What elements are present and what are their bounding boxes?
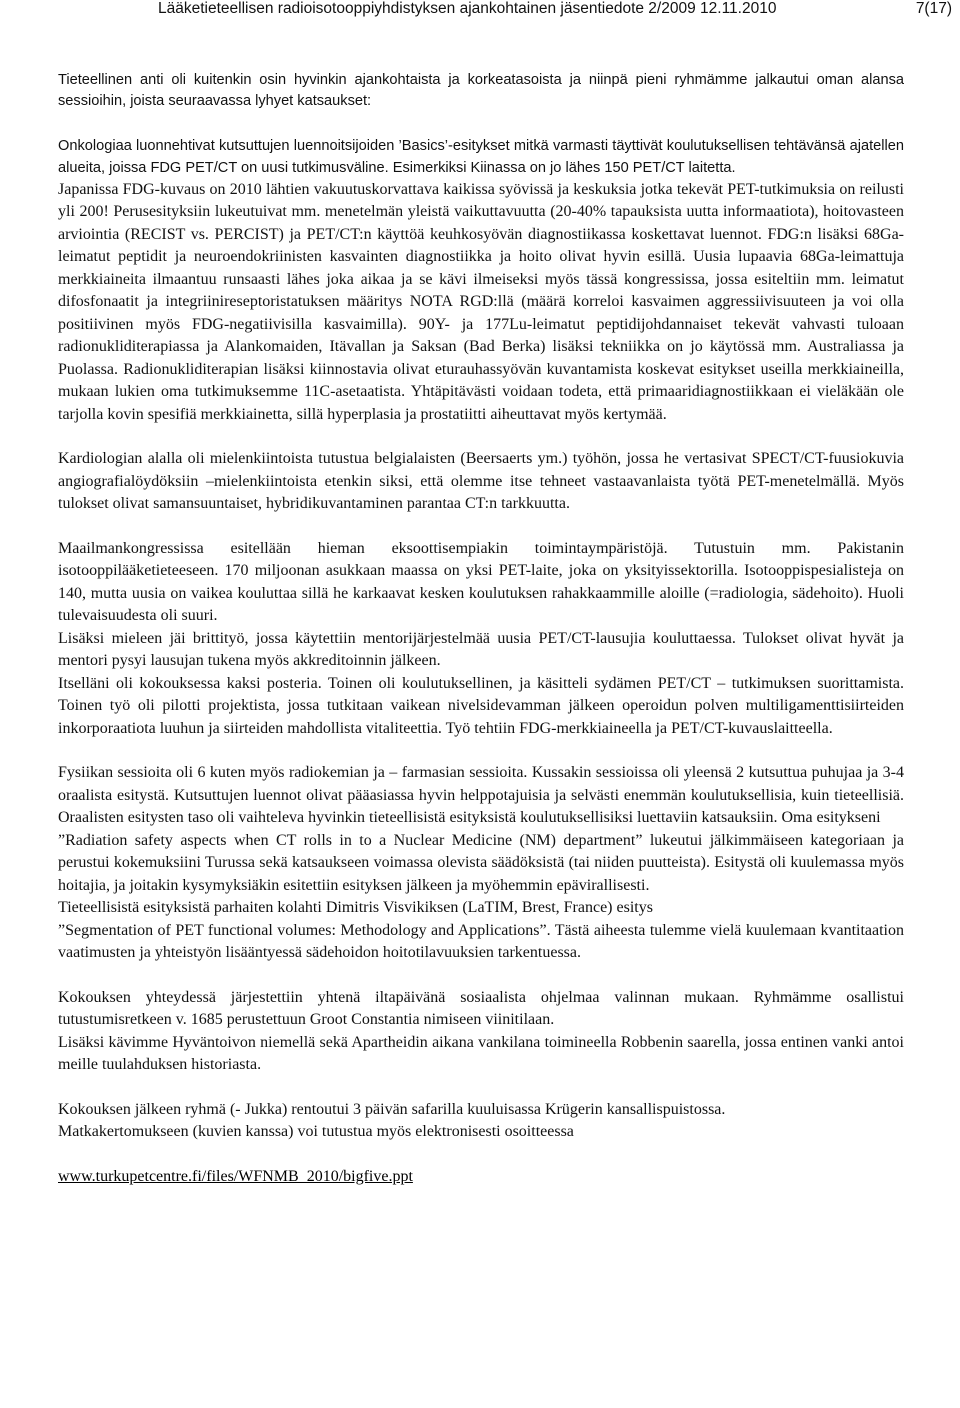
posters-paragraph: Itselläni oli kokouksessa kaksi posteria. Toinen oli koulutuksellinen, ja käsitteli sydämen PET/CT – tutkimuksen suorittamista. Toinen työ oli pilotti projektista, jossa tutkitaan vaikean nivelsidevamman jälkeen operoidun polven multiligamenttisiirteiden inkorporaatiota luuhun ja siirteiden mahdollista vitaliteettia. Työ tehtiin FDG-merkkiaineella ja PET/CT-kuvauslaitteella. bbox=[58, 674, 904, 737]
radiation-safety-paragraph: ”Radiation safety aspects when CT rolls in to a Nuclear Medicine (NM) department” lukeutui jälkimmäiseen kategoriaan ja perustui kokemuksiini Turussa sekä katsaukseen voimassa olevista säädöksistä (tai niiden puutteista). Esitystä oli kuulemassa myös hoitajia, ja joitakin kysymyksiäkin esitettiin esityksen jälkeen ja myöhemmin epävirallisesti. bbox=[58, 831, 904, 894]
page-number: 7(17) bbox=[915, 0, 952, 17]
safari-paragraph: Kokouksen jälkeen ryhmä (- Jukka) rentoutui 3 päivän safarilla kuuluisassa Krügerin kansallispuistossa. bbox=[58, 1100, 726, 1118]
visvikis-paragraph: Tieteellisistä esityksistä parhaiten kolahti Dimitris Visvikiksen (LaTIM, Brest, France) esitys bbox=[58, 899, 653, 917]
mentor-paragraph: Lisäksi mieleen jäi brittityö, jossa käytettiin mentorijärjestelmää uusia PET/CT-lausujia kouluttaessa. Tulokset olivat hyvät ja mentori pysyi lausujan tukena myös akkreditoinnin jälkeen. bbox=[58, 629, 904, 670]
document-body bbox=[58, 70, 904, 1188]
oncology-paragraph-intro: Onkologiaa luonnehtivat kutsuttujen luennoitsijoiden ’Basics’-esitykset mitkä varmasti täyttivät koulutuksellisen tehtävänsä ajatellen alueita, joissa FDG PET/CT on uusi tutkimusväline. Esimerkiksi Kiinassa on jo lähes 150 PET/CT laitetta. bbox=[58, 138, 904, 176]
cardiology-paragraph: Kardiologian alalla oli mielenkiintoista tutustua belgialaisten (Beersaerts ym.) työhön, jossa he vertasivat SPECT/CT-fuusiokuvia angiografialöydöksiin –mielenkiintoista etenkin siksi, että olemme itse tehneet vastaavanlaista työtä PET-menetelmällä. Myös tulokset olivat samansuuntaiset, hybridikuvantaminen parantaa CT:n tarkkuutta. bbox=[58, 450, 904, 513]
report-link[interactable]: www.turkupetcentre.fi/files/WFNMB_2010/bigfive.ppt bbox=[58, 1167, 413, 1185]
social-program-paragraph: Kokouksen yhteydessä järjestettiin yhtenä iltapäivänä sosiaalista ohjelmaa valinnan mukaan. Ryhmämme osallistui tutustumisretkeen v. 1685 perustettuun Groot Constantia nimiseen viinitilaan. bbox=[58, 988, 904, 1029]
newsletter-title: Lääketieteellisen radioisotooppiyhdistyksen ajankohtainen jäsentiedote 2/2009 12.11.2010 bbox=[158, 0, 777, 17]
segmentation-paragraph: ”Segmentation of PET functional volumes: Methodology and Applications”. Tästä aiheesta tulemme vielä kuulemaan kvantitaation vaatimusten ja yhteistyön lisääntyessä sädehoidon hoitotilavuuksien tarkentuessa. bbox=[58, 921, 904, 962]
page-header bbox=[0, 0, 960, 18]
robben-island-paragraph: Lisäksi kävimme Hyväntoivon niemellä sekä Apartheidin aikana vankilana toimineella Robbenin saarella, jossa entinen vanki antoi meille tuulahduksen historiasta. bbox=[58, 1033, 904, 1074]
report-link-paragraph: Matkakertomukseen (kuvien kanssa) voi tutustua myös elektronisesti osoitteessa bbox=[58, 1123, 574, 1141]
intro-paragraph: Tieteellinen anti oli kuitenkin osin hyvinkin ajankohtaista ja korkeatasoista ja niinpä pieni ryhmämme jalkautui oman alansa sessioihin, joista seuraavassa lyhyet katsaukset: bbox=[58, 72, 904, 110]
pakistan-paragraph: Maailmankongressissa esitellään hieman eksoottisempiakin toimintaympäristöjä. Tutustuin mm. Pakistanin isotooppilääketieteeseen. 170 miljoonan asukkaan maassa on yksi PET-laite, joka on yksityissektorilla. Isotooppispesialisteja on 140, mutta uusia on vaikea kouluttaa sillä he karkaavat kesken koulutuksen rahakkaammille aloille (=radiologia, sädehoito). Huoli tulevaisuudesta oli suuri. bbox=[58, 539, 904, 625]
physics-paragraph: Fysiikan sessioita oli 6 kuten myös radiokemian ja – farmasian sessioita. Kussakin sessioissa oli yleensä 2 kutsuttua puhujaa ja 3-4 oraalista esitystä. Kutsuttujen luennot olivat pääasiassa hyvin helppotajuisia ja selvästi enemmän koulutuksellisia, kuin tieteellisiä. Oraalisten esitysten taso oli vaihteleva hyvinkin tieteellisistä esityksistä koulutuksellisiksi luettaviin katsauksiin. Oma esitykseni bbox=[58, 764, 904, 827]
oncology-paragraph: Japanissa FDG-kuvaus on 2010 lähtien vakuutuskorvattava kaikissa syövissä ja keskuksia jotka tekevät PET-tutkimuksia on reilusti yli 200! Perusesityksiin lukeutuivat mm. menetelmän yleistä vaikuttavuutta (20-40% tapauksista uutta informaatiota), hoitovasteen arviointia (RECIST vs. PERCIST) ja PET/CT:n käyttöä keuhkosyövän diagnostiikassa koskettavat luennot. FDG:n lisäksi 68Ga-leimatut peptidit ja neuroendokriinisten kasvainten diagnostiikka ja hoito olivat hyvin esillä. Uusia lupaavia 68Ga-leimattuja merkkiaineita ilmaantuu runsaasti lähes joka aikaa ja se kävi ilmeiseksi myös tässä kongressissa, jossa esiteltiin mm. leimatut difosfonaatit ja integriinireseptoristatuksen määritys NOTA RGD:llä (määrä korreloi kasvaimen aggressiivisuuteen ja voi olla positiivinen myös FDG-negatiivisilla kasvaimilla). 90Y- ja 177Lu-leimatut peptidijohdannaiset tekevät vahvasti tuloaan radionukliditerapiassa ja Alankomaiden, Itävallan ja Saksan (Bad Berka) lisäksi tekniikka on jo käytössä mm. Australiassa ja Puolassa. Radionukliditerapian lisäksi kiinnostavia olivat eturauhassyövän kuvantamista koskevat esitykset useilla merkkiaineilla, mukaan lukien oma tutkimuksemme 11C-asetaatista. Yhtäpitävästi voidaan todeta, että primaaridiagnostiikkaan ei vieläkään ole tarjolla kovin spesifiä merkkiainetta, sillä hyperplasia ja prostatiitti aiheuttavat myös kertymää. bbox=[58, 180, 904, 423]
